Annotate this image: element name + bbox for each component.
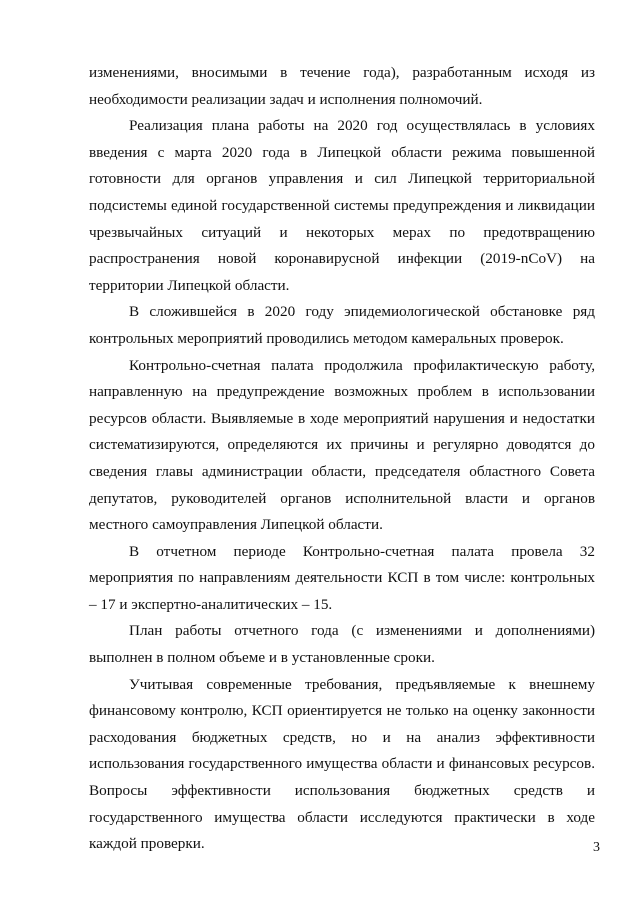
paragraph-events-count: В отчетном периоде Контрольно-счетная палата провела 32 мероприятия по направлениям деятельности КСП в том числе: контрольных – 17 и экспертно-аналитических – 15. — [89, 542, 595, 613]
paragraph-plan-implementation: Реализация плана работы на 2020 год осуществлялась в условиях введения с марта 2020 года в Липецкой области режима повышенной готовности для органов управления и сил Липецкой территориальной подсистемы единой государственной системы предупреждения и ликвидации чрезвычайных ситуаций и некоторых мерах по предотвращению распространения новой коронавирусной инфекции (2019-nCoV) на территории Липецкой области. — [89, 117, 595, 294]
document-page — [89, 60, 595, 858]
paragraph-plan-completed: План работы отчетного года (с изменениями и дополнениями) выполнен в полном объеме и в установленные сроки. — [89, 622, 595, 667]
paragraph-efficiency-analysis: Учитывая современные требования, предъявляемые к внешнему финансовому контролю, КСП ориентируется не только на оценку законности расходования бюджетных средств, но и на анализ эффективности использования государственного имущества области и финансовых ресурсов. Вопросы эффективности использования бюджетных средств и государственного имущества области исследуются практически в ходе каждой проверки. — [89, 675, 595, 853]
paragraph-preventive-work: Контрольно-счетная палата продолжила профилактическую работу, направленную на предупреждение возможных проблем в использовании ресурсов области. Выявляемые в ходе мероприятий нарушения и недостатки систематизируются, определяются их причины и регулярно доводятся до сведения главы администрации области, председателя областного Совета депутатов, руководителей органов исполнительной власти и органов местного самоуправления Липецкой области. — [89, 356, 595, 534]
paragraph-continuation: изменениями, вносимыми в течение года), разработанным исходя из необходимости реализации задач и исполнения полномочий. — [89, 64, 595, 108]
paragraph-epidemiological-situation: В сложившейся в 2020 году эпидемиологической обстановке ряд контрольных мероприятий проводились методом камеральных проверок. — [89, 303, 595, 347]
page-number: 3 — [593, 840, 600, 855]
